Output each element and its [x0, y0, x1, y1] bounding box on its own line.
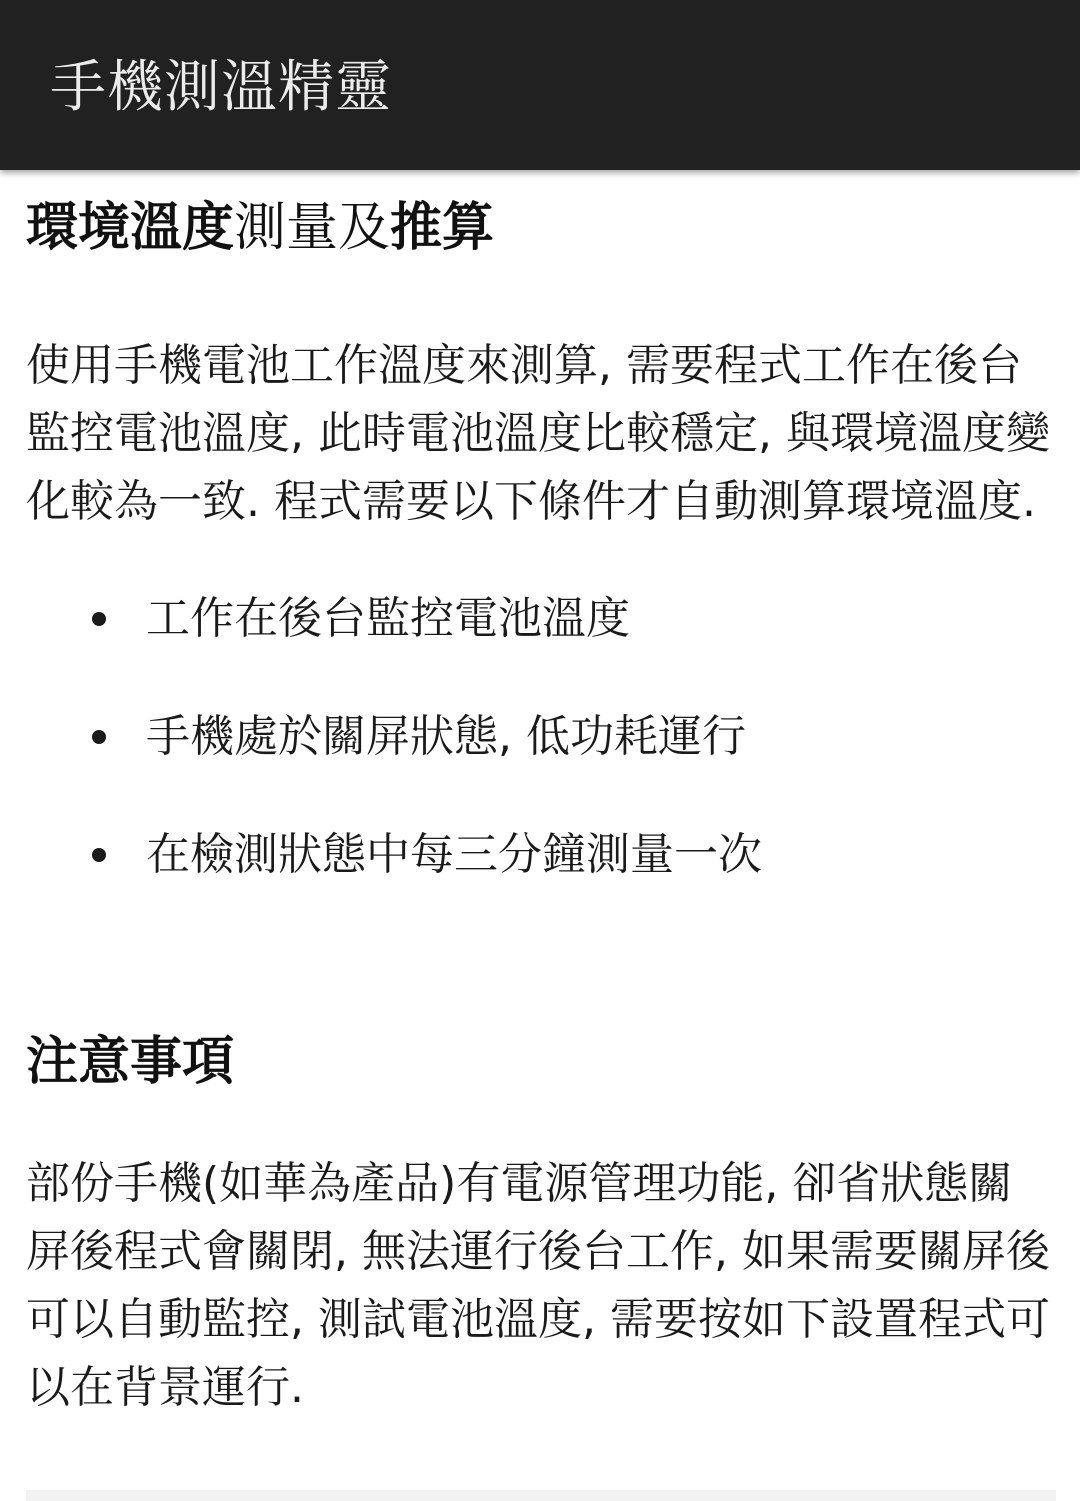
list-item — [26, 584, 1056, 702]
bullet-icon — [92, 612, 106, 626]
content-area — [26, 190, 1056, 1422]
bullet-icon — [92, 730, 106, 744]
section-heading-notes: 注意事項 — [26, 1032, 235, 1092]
list-item — [26, 702, 1056, 820]
list-item-text: 工作在後台監控電池溫度 — [146, 593, 630, 644]
bullet-icon — [92, 848, 106, 862]
bottom-divider — [26, 1490, 1056, 1501]
section-heading-environment-temperature — [26, 190, 1056, 266]
conditions-list — [26, 584, 1056, 938]
list-item-text: 手機處於關屏狀態, 低功耗運行 — [146, 711, 746, 762]
list-item — [26, 820, 1056, 938]
app-title: 手機測溫精靈 — [50, 55, 392, 120]
heading-part-2: 測量及 — [234, 198, 391, 258]
list-item-text: 在檢測狀態中每三分鐘測量一次 — [146, 829, 762, 880]
notes-paragraph: 部份手機(如華為產品)有電源管理功能, 卻省狀態關屏後程式會關閉, 無法運行後台工作, 如果需要關屏後可以自動監控, 測試電池溫度, 需要按如下設置程式可以在背景運行. — [26, 1158, 1050, 1413]
app-bar — [0, 0, 1080, 170]
heading-part-3: 推算 — [390, 198, 495, 258]
intro-paragraph: 使用手機電池工作溫度來測算, 需要程式工作在後台監控電池溫度, 此時電池溫度比較穩定, 與環境溫度變化較為一致. 程式需要以下條件才自動測算環境溫度. — [26, 340, 1050, 527]
heading-part-1: 環境溫度 — [26, 198, 235, 258]
